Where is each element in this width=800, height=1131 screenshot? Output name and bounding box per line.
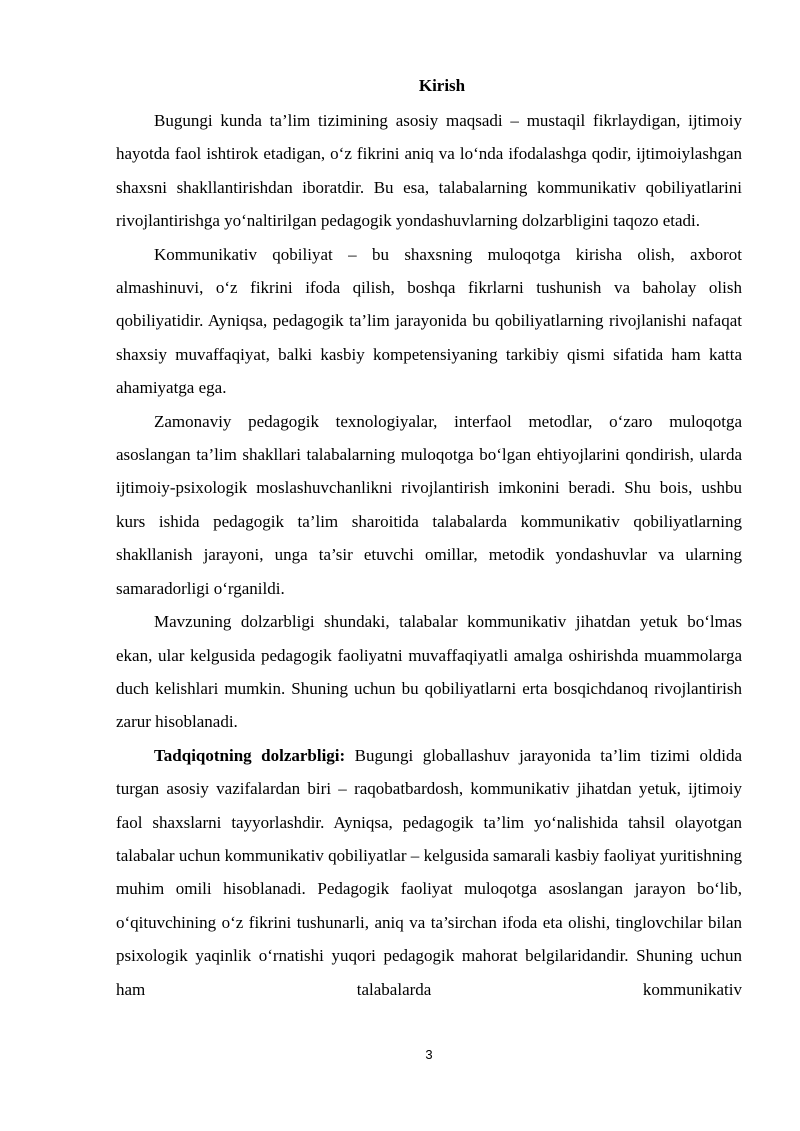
paragraph-1: Bugungi kunda ta’lim tizimining asosiy maqsadi – mustaqil fikrlaydigan, ijtimoiy hayotda faol ishtirok etadigan, o‘z fikrini aniq va lo‘nda ifodalashga qodir, ijtimoiylashgan shaxsni shakllantirishdan iboratdir. Bu esa, talabalarning kommunikativ qobiliyatlarini rivojlantirishga yo‘naltirilgan pedagogik yondashuvlarning dolzarbligini taqozo etadi.: [116, 111, 742, 231]
paragraph-3: Zamonaviy pedagogik texnologiyalar, interfaol metodlar, o‘zaro muloqotga asoslangan ta’lim shakllari talabalarning muloqotga bo‘lgan ehtiyojlarini qondirish, ularda ijtimoiy-psixologik moslashuvchanlikni rivojlantirish imkonini beradi. Shu bois, ushbu kurs ishida pedagogik ta’lim sharoitida talabalarda kommunikativ qobiliyatlarning shakllanish jarayoni, unga ta’sir etuvchi omillar, metodik yondashuvlar va ularning samaradorligi o‘rganildi.: [116, 411, 742, 598]
page-number: 3: [425, 1047, 433, 1062]
document-body: [116, 104, 742, 1006]
paragraph-2: Kommunikativ qobiliyat – bu shaxsning muloqotga kirisha olish, axborot almashinuvi, o‘z fikrini ifoda qilish, boshqa fikrlarni tushunish va baholay olish qobiliyatidir. Ayniqsa, pedagogik ta’lim jarayonida bu qobiliyatlarning rivojlanishi nafaqat shaxsiy muvaffaqiyat, balki kasbiy kompetensiyaning tarkibiy qismi sifatida ham katta ahamiyatga ega.: [116, 244, 742, 398]
paragraph-5-lead: Tadqiqotning dolzarbligi:: [154, 745, 346, 765]
paragraph-5: [116, 739, 742, 1006]
paragraph-4: Mavzuning dolzarbligi shundaki, talabalar kommunikativ jihatdan yetuk bo‘lmas ekan, ular kelgusida pedagogik faoliyatni muvaffaqiyatli amalga oshirishda muammolarga duch kelishlari mumkin. Shuning uchun bu qobiliyatlarni erta bosqichdanoq rivojlantirish zarur hisoblanadi.: [116, 612, 742, 732]
section-title: Kirish: [418, 76, 466, 95]
paragraph-5-text: Bugungi globallashuv jarayonida ta’lim tizimi oldida turgan asosiy vazifalardan biri – raqobatbardosh, kommunikativ jihatdan yetuk, ijtimoiy faol shaxslarni tayyorlashdir. Ayniqsa, pedagogik ta’lim yo‘nalishida tahsil olayotgan talabalar uchun kommunikativ qobiliyatlar – kelgusida samarali kasbiy faoliyat yuritishning muhim omili hisoblanadi. Pedagogik faoliyat muloqotga asoslangan jarayon bo‘lib, o‘qituvchining o‘z fikrini tushunarli, aniq va ta’sirchan ifoda eta olishi, tinglovchilar bilan psixologik yaqinlik o‘rnatishi yuqori pedagogik mahorat belgilaridandir. Shuning uchun ham talabalarda kommunikativ: [116, 745, 743, 999]
